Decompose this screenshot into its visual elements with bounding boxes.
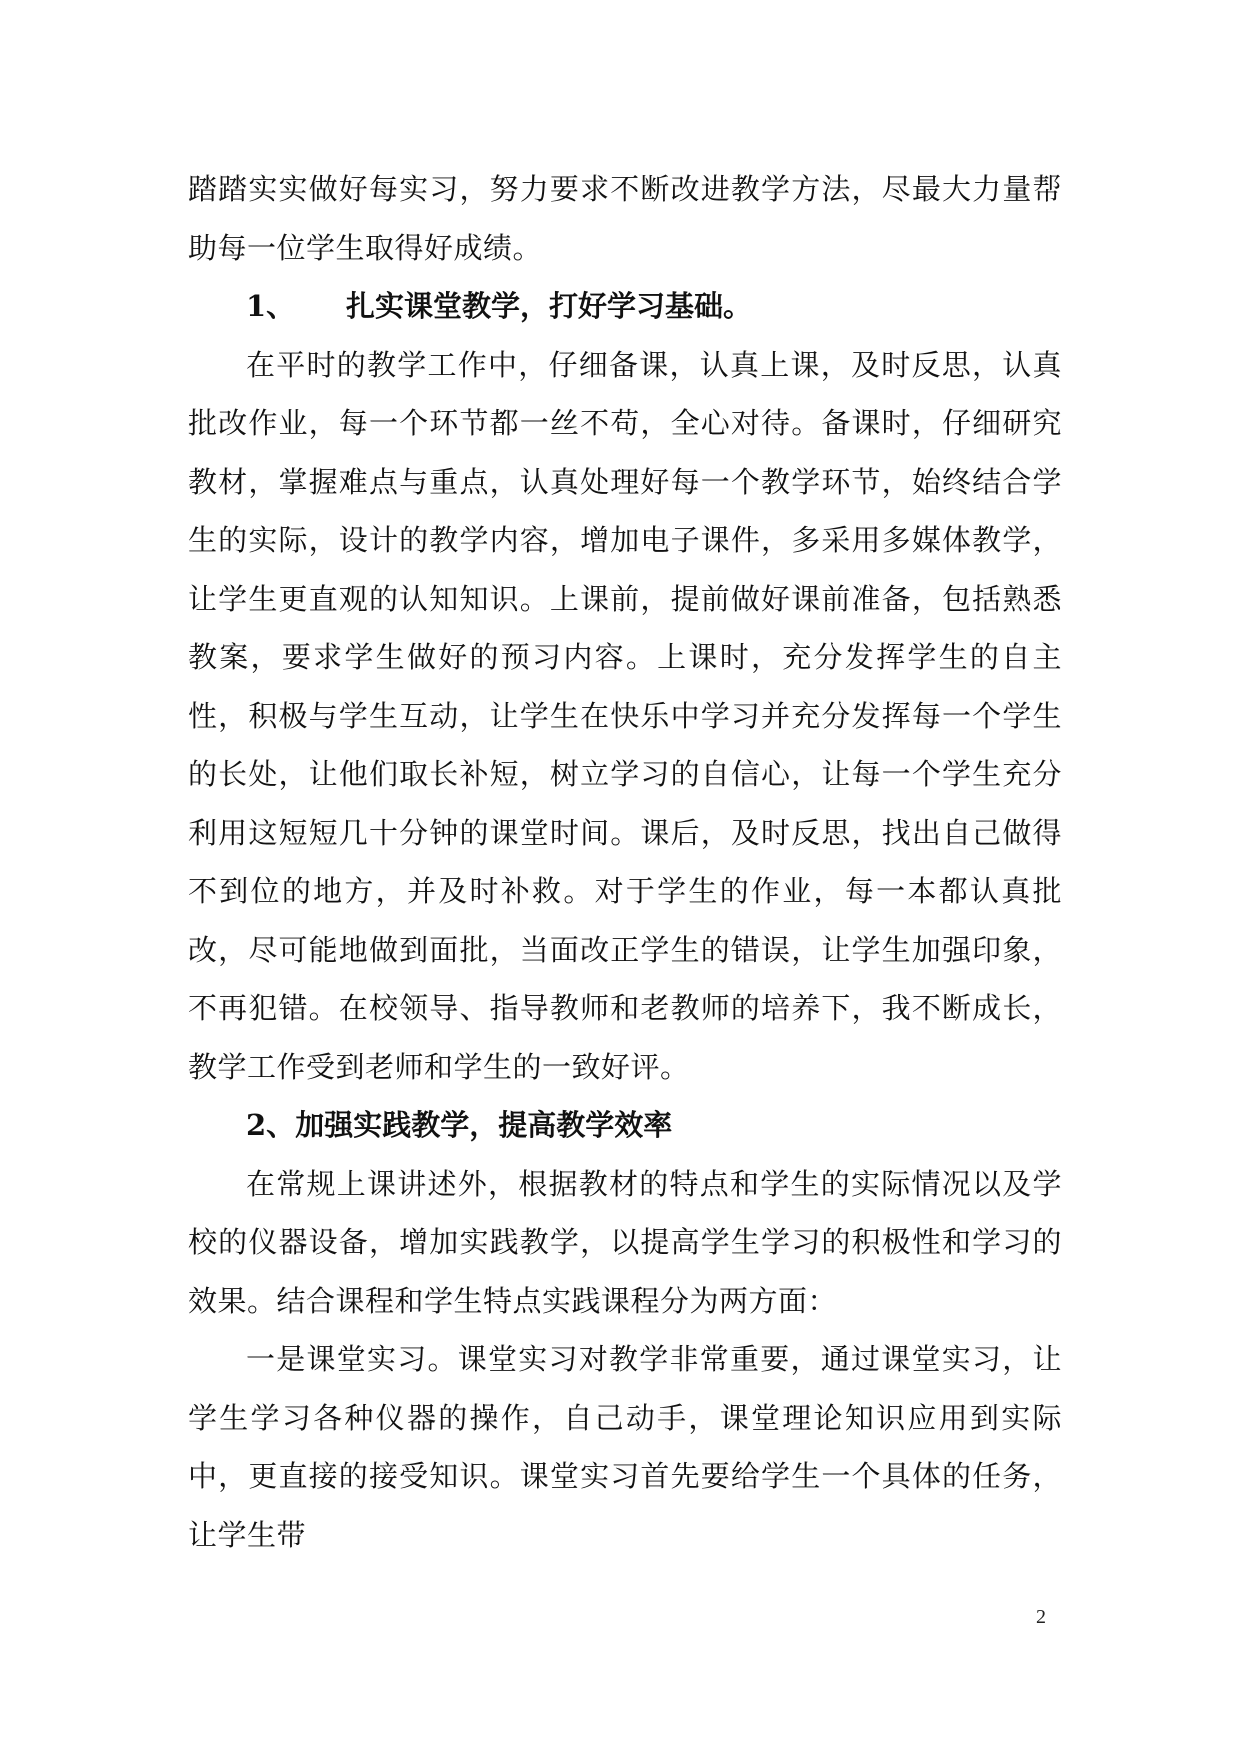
section-heading-1-text: 扎实课堂教学，打好学习基础。 xyxy=(346,289,753,323)
paragraph-classroom-teaching: 在平时的教学工作中，仔细备课，认真上课，及时反思，认真批改作业，每一个环节都一丝不苟，全心对待。备课时，仔细研究教材，掌握难点与重点，认真处理好每一个教学环节，始终结合学生的实际，设计的教学内容，增加电子课件，多采用多媒体教学，让学生更直观的认知知识。上课前，提前做好课前准备，包括熟悉教案，要求学生做好的预习内容。上课时，充分发挥学生的自主性，积极与学生互动，让学生在快乐中学习并充分发挥每一个学生的长处，让他们取长补短，树立学习的自信心，让每一个学生充分利用这短短几十分钟的课堂时间。课后，及时反思，找出自己做得不到位的地方，并及时补救。对于学生的作业，每一本都认真批改，尽可能地做到面批，当面改正学生的错误，让学生加强印象，不再犯错。在校领导、指导教师和老教师的培养下，我不断成长，教学工作受到老师和学生的一致好评。 xyxy=(188,347,1062,1084)
section-heading-1-number: 1、 xyxy=(246,289,296,323)
page-number: 2 xyxy=(1036,1606,1046,1628)
paragraph-classroom-practice: 一是课堂实习。课堂实习对教学非常重要，通过课堂实习，让学生学习各种仪器的操作，自己动手，课堂理论知识应用到实际中，更直接的接受知识。课堂实习首先要给学生一个具体的任务，让学生带 xyxy=(188,1342,1062,1552)
paragraph-continuation: 踏踏实实做好每实习，努力要求不断改进教学方法，尽最大力量帮助每一位学生取得好成绩。 xyxy=(188,172,1062,265)
paragraph-practical-teaching: 在常规上课讲述外，根据教材的特点和学生的实际情况以及学校的仪器设备，增加实践教学，以提高学生学习的积极性和学习的效果。结合课程和学生特点实践课程分为两方面： xyxy=(188,1166,1062,1318)
section-heading-2-text: 加强实践教学，提高教学效率 xyxy=(295,1108,673,1142)
body-text xyxy=(188,160,1062,1564)
section-heading-2 xyxy=(188,1096,1062,1155)
section-heading-2-number: 2、 xyxy=(246,1108,296,1142)
section-heading-1 xyxy=(188,277,1062,336)
